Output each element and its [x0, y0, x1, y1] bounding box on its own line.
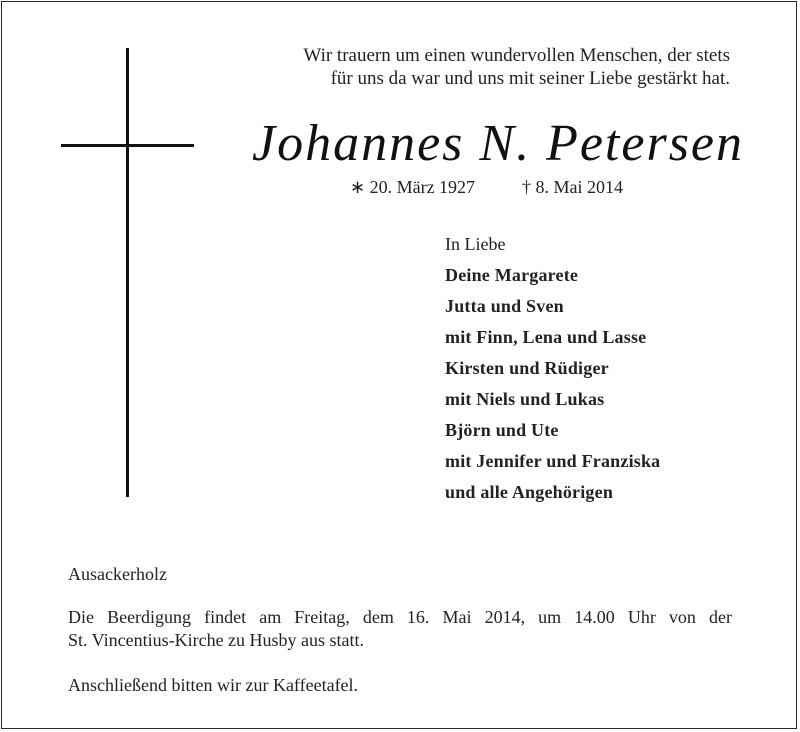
intro-line: Wir trauern um einen wundervollen Menschen, der stets	[303, 45, 730, 66]
funeral-line: Die Beerdigung findet am Freitag, dem 16. Mai 2014, um 14.00 Uhr von der	[68, 607, 732, 627]
mourner-line: mit Finn, Lena und Lasse	[445, 327, 647, 347]
intro-line: für uns da war und uns mit seiner Liebe gestärkt hat.	[330, 68, 730, 89]
deceased-name: Johannes N. Petersen	[252, 115, 745, 172]
mourner-line: Kirsten und Rüdiger	[445, 358, 609, 378]
mourner-line: mit Jennifer und Franziska	[445, 451, 661, 471]
mourners-lead: In Liebe	[445, 234, 506, 254]
mourner-line: und alle Angehörigen	[445, 482, 614, 502]
funeral-info	[68, 606, 732, 652]
intro-text	[210, 44, 730, 90]
mourner-line: mit Niels und Lukas	[445, 389, 605, 409]
mourners-list	[445, 229, 660, 508]
place-name: Ausackerholz	[68, 564, 167, 584]
mourner-line: Deine Margarete	[445, 265, 579, 285]
birth-date: ∗ 20. März 1927	[350, 177, 476, 197]
death-date: † 8. Mai 2014	[522, 177, 623, 197]
cross-vertical-bar	[126, 48, 129, 497]
mourner-line: Björn und Ute	[445, 420, 559, 440]
cross-horizontal-bar	[61, 144, 194, 147]
reception-info: Anschließend bitten wir zur Kaffeetafel.	[68, 675, 359, 695]
mourner-line: Jutta und Sven	[445, 296, 564, 316]
funeral-line: St. Vincentius-Kirche zu Husby aus statt.	[68, 630, 365, 650]
